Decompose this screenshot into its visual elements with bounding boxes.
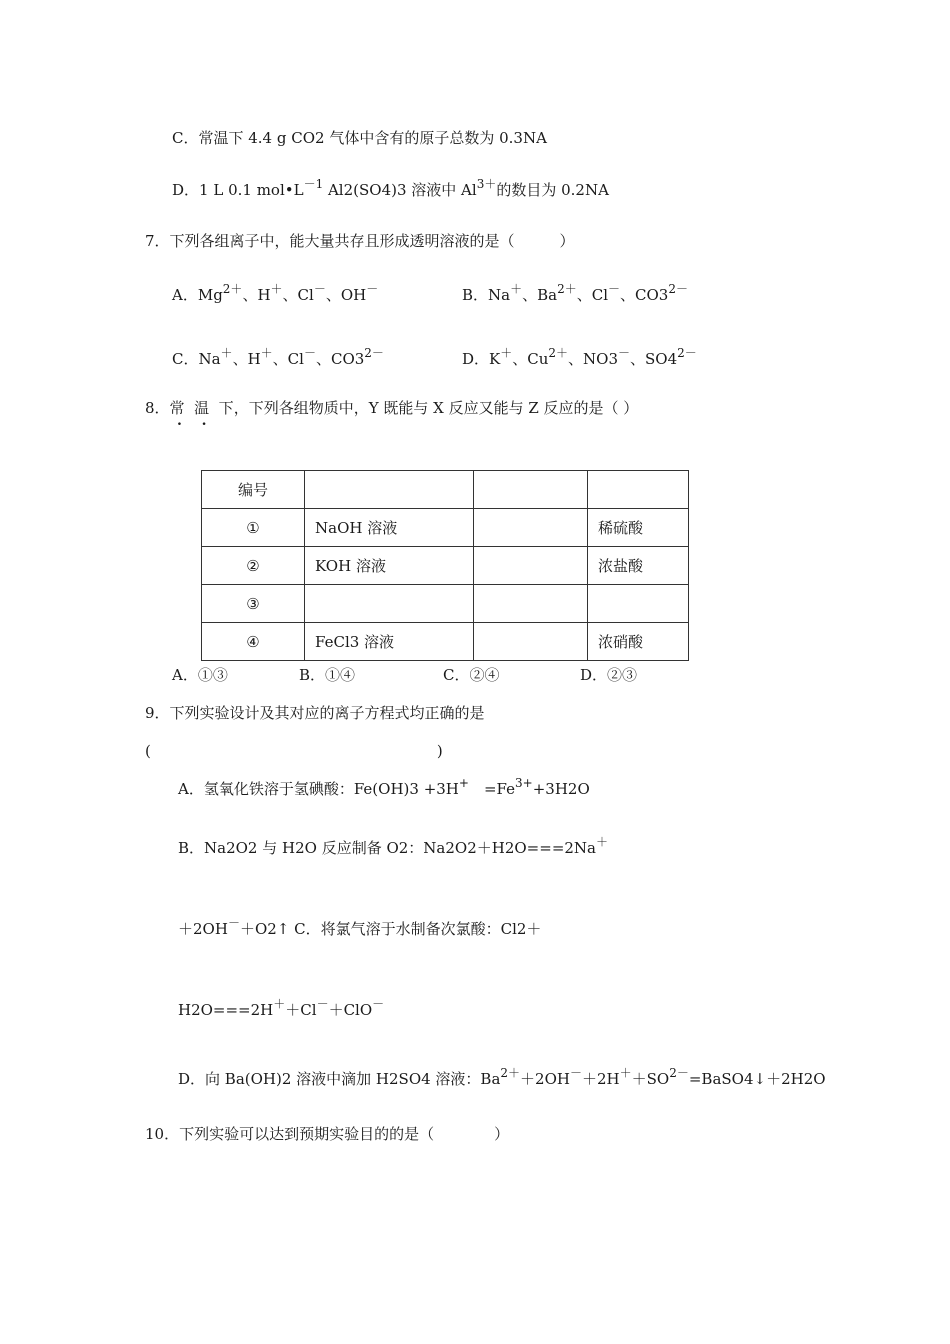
table-row bbox=[202, 585, 689, 623]
q8-option-b: B．①④ bbox=[299, 666, 356, 684]
q7-stem: 7．下列各组离子中，能大量共存且形成透明溶液的是（ ） bbox=[145, 232, 575, 250]
q8-option-d: D．②③ bbox=[580, 666, 638, 684]
table-cell: 编号 bbox=[202, 471, 305, 509]
q6-option-c: C．常温下 4.4 g CO2 气体中含有的原子总数为 0.3NA bbox=[172, 129, 547, 147]
table-cell: 浓盐酸 bbox=[588, 547, 689, 585]
q8-stem: 8．常 温 下，下列各组物质中，Y 既能与 X 反应又能与 Z 反应的是（ ） bbox=[145, 399, 639, 417]
q10-stem: 10．下列实验可以达到预期实验目的的是（ ） bbox=[145, 1125, 510, 1143]
q8-options bbox=[172, 664, 692, 684]
table-cell bbox=[588, 585, 689, 623]
table-header-row bbox=[202, 471, 689, 509]
q7-option-b: B．Na＋、$Ba^{2+}$、Cl－、$CO3^{2-}$ bbox=[462, 282, 688, 304]
table-cell bbox=[474, 471, 588, 509]
table-cell: ② bbox=[202, 547, 305, 585]
q8-option-c: C．②④ bbox=[443, 666, 500, 684]
table-cell: NaOH 溶液 bbox=[305, 509, 474, 547]
q9-option-d: D．向 Ba(OH)2 溶液中滴加 H2SO4 溶液：$Ba^{2+}+2OH^-+2H^++SO^{2-}=BaSO4↓+2H2O$ bbox=[178, 1066, 826, 1088]
table-cell bbox=[474, 547, 588, 585]
q9-answer-paren: ( ) bbox=[145, 742, 443, 760]
q8-option-a: A．①③ bbox=[172, 666, 228, 684]
table-cell: ③ bbox=[202, 585, 305, 623]
table-cell: ④ bbox=[202, 623, 305, 661]
table-cell bbox=[474, 509, 588, 547]
q9-stem: 9．下列实验设计及其对应的离子方程式均正确的是 bbox=[145, 704, 485, 722]
table-cell bbox=[474, 585, 588, 623]
q9-option-b-continued: ＋2OH－＋O2↑ C．将氯气溶于水制备次氯酸：Cl2＋ bbox=[178, 916, 542, 938]
q7-option-d: D．K＋、$Cu^{2+}$、NO3－、$SO4^{2-}$ bbox=[462, 346, 697, 368]
q9-option-b: B．Na2O2 与 H2O 反应制备 O2：Na2O2＋H2O===2Na＋ bbox=[178, 835, 609, 857]
q6-option-d: D．1 L 0.1 $mol•L^{-1}$ Al2(SO4)3 溶液中 $Al^{3+}$的数目为 0.2NA bbox=[172, 177, 609, 199]
table-row bbox=[202, 547, 689, 585]
table-cell bbox=[305, 585, 474, 623]
table-cell: FeCl3 溶液 bbox=[305, 623, 474, 661]
q7-option-c: C．Na＋、H＋、Cl－、$CO3^{2-}$ bbox=[172, 346, 384, 368]
q7-option-a: A．$Mg^{2+}$、H＋、Cl－、OH－ bbox=[172, 282, 379, 304]
table-cell bbox=[305, 471, 474, 509]
table-row bbox=[202, 509, 689, 547]
table-row bbox=[202, 623, 689, 661]
q8-table bbox=[201, 470, 689, 661]
q9-option-c-continued: H2O===2H＋＋Cl－＋ClO－ bbox=[178, 997, 385, 1019]
q9-option-a: A．氢氧化铁溶于氢碘酸：Fe(OH)3 +3H+ $=Fe^{3+}+3H2O$ bbox=[178, 776, 590, 798]
table-cell: KOH 溶液 bbox=[305, 547, 474, 585]
table-cell bbox=[474, 623, 588, 661]
table-cell: 稀硫酸 bbox=[588, 509, 689, 547]
table-cell: 浓硝酸 bbox=[588, 623, 689, 661]
table-cell: ① bbox=[202, 509, 305, 547]
table-cell bbox=[588, 471, 689, 509]
